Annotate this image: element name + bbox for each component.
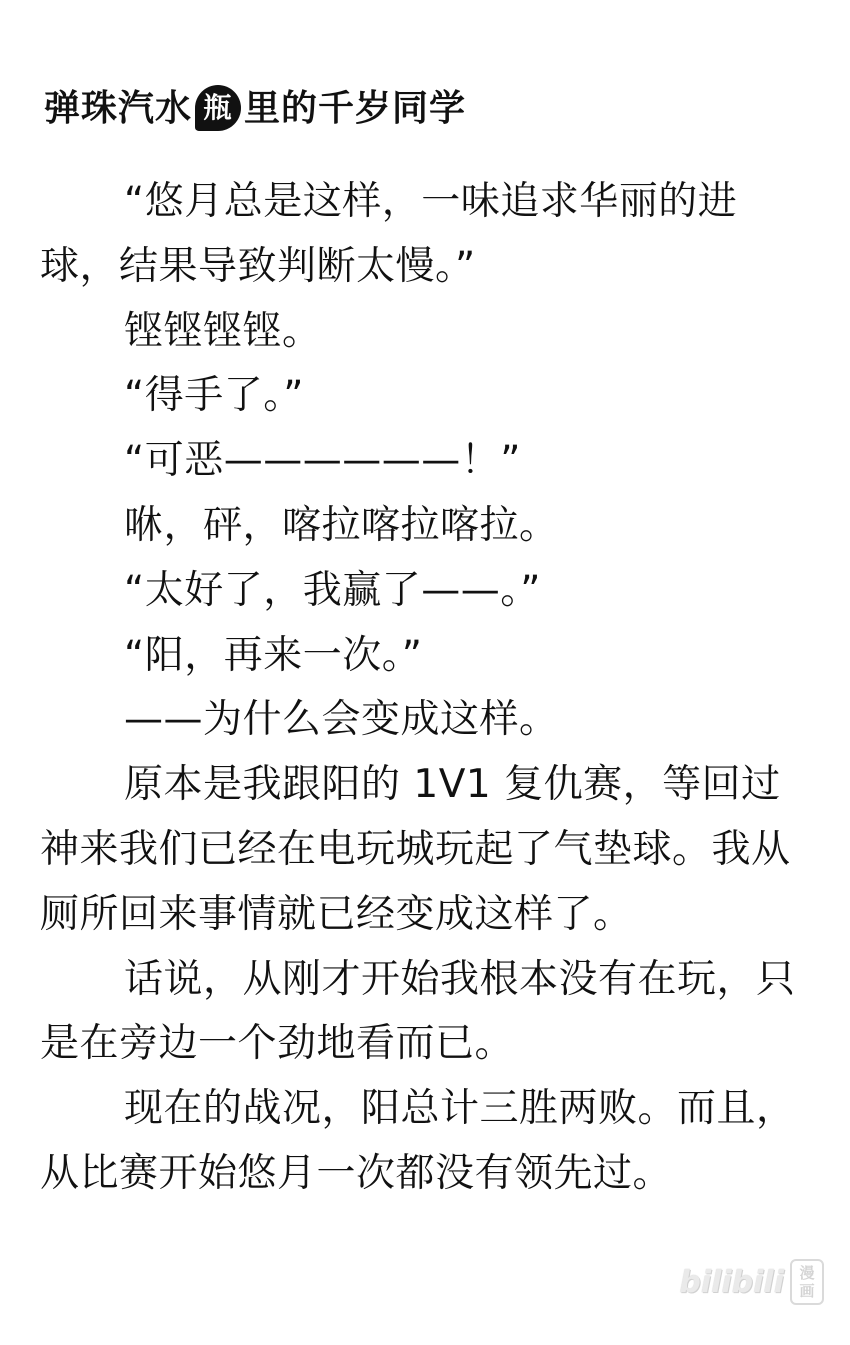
- book-title-badge: 瓶: [195, 85, 241, 131]
- paragraph: 原本是我跟阳的 1V1 复仇赛，等回过神来我们已经在电玩城玩起了气垫球。我从厕所回来事情就已经变成这样了。: [40, 762, 791, 937]
- paragraph: “得手了。”: [124, 373, 304, 419]
- paragraph: ——为什么会变成这样。: [124, 697, 559, 743]
- book-title: [44, 78, 466, 138]
- paragraph: “阳，再来一次。”: [124, 632, 423, 678]
- paragraph: 铿铿铿铿。: [124, 308, 322, 354]
- paragraph: 咻，砰，喀拉喀拉喀拉。: [124, 502, 559, 548]
- watermark-tag-line-1: 漫: [799, 1264, 815, 1282]
- paragraph: “太好了，我赢了——。”: [124, 567, 541, 613]
- book-title-part-2: 里的千岁同学: [244, 87, 467, 129]
- watermark-brand: bilibili: [679, 1264, 784, 1300]
- novel-text: [40, 170, 812, 1207]
- watermark-tag: [790, 1259, 824, 1305]
- watermark-tag-line-2: 画: [799, 1282, 815, 1300]
- paragraph: 现在的战况，阳总计三胜两败。而且，从比赛开始悠月一次都没有领先过。: [40, 1086, 796, 1196]
- paragraph: “可恶——————！”: [124, 438, 521, 484]
- paragraph: 话说，从刚才开始我根本没有在玩，只是在旁边一个劲地看而已。: [40, 956, 796, 1067]
- paragraph: “悠月总是这样，一味追求华丽的进球，结果导致判断太慢。”: [40, 179, 738, 289]
- book-title-part-1: 弹珠汽水: [44, 87, 193, 129]
- bilibili-comics-watermark: [679, 1259, 824, 1305]
